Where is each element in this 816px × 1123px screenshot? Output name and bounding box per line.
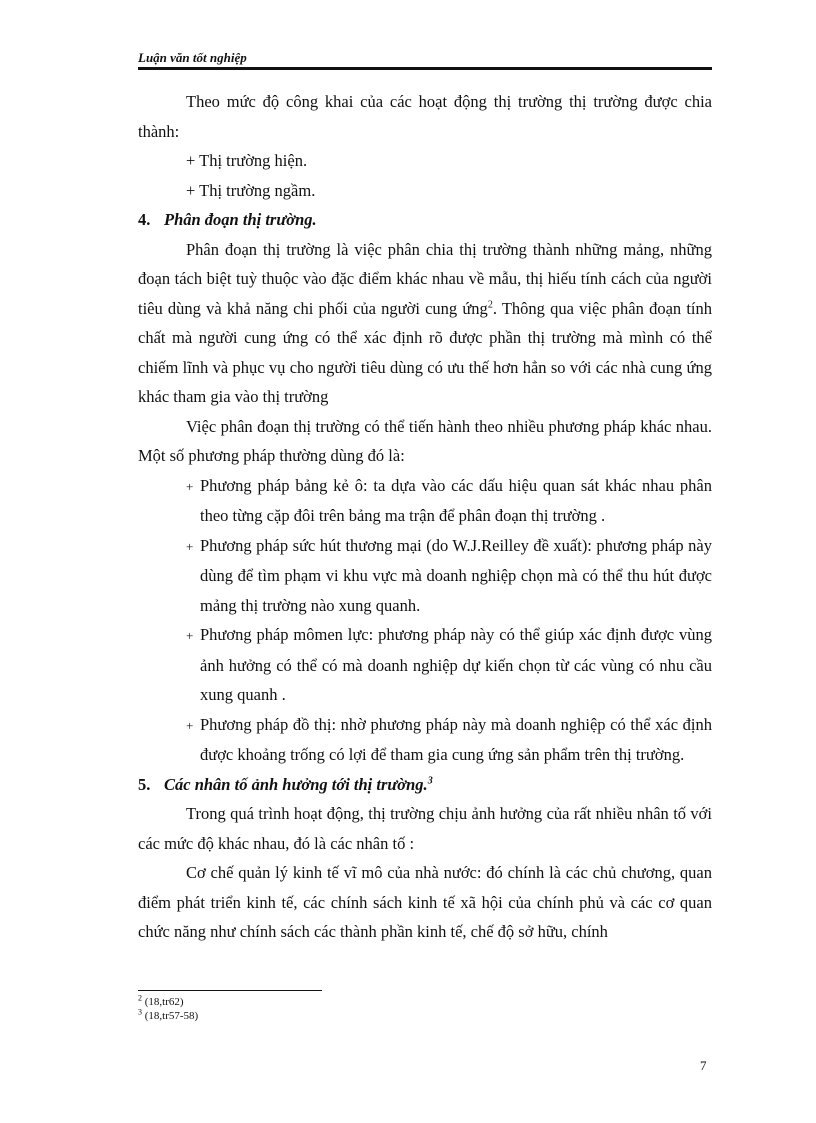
- footnote-rule: [138, 990, 322, 991]
- bullet-text: Phương pháp bảng kẻ ô: ta dựa vào các dấu hiệu quan sát khác nhau phân theo từng cặp đôi trên bảng ma trận để phân đoạn thị trường .: [200, 475, 712, 525]
- paragraph: Cơ chế quản lý kinh tế vĩ mô của nhà nước: đó chính là các chủ chương, quan điểm phát triển kinh tế, các chính sách kinh tế xã hội của chính phủ và các cơ quan chức năng như chính sách các thành phần kinh tế, chế độ sở hữu, chính: [138, 863, 712, 941]
- bullet-mark: +: [186, 717, 194, 733]
- bullet-mark: +: [186, 628, 194, 643]
- page-number: 7: [700, 1058, 707, 1073]
- list-item: + Thị trường hiện.: [186, 151, 308, 170]
- header-rule: [138, 67, 712, 70]
- footnote-marker: 3: [138, 1007, 142, 1017]
- section-heading-5: [138, 770, 712, 800]
- paragraph: [138, 235, 712, 412]
- footnotes: [138, 995, 198, 1023]
- footnote: [138, 1009, 198, 1023]
- bullet-item: [138, 710, 712, 770]
- paragraph-text: Phân đoạn thị trường là việc phân chia thị trường thành những mảng, những đoạn tách biệt tuỳ thuộc vào đặc điểm khác nhau về mẫu, thị hiếu tính cách của người tiêu dùng và khả năng chi phối của người cung ứng: [138, 239, 712, 318]
- bullet-mark: +: [186, 538, 194, 554]
- paragraph-text: . Thông qua việc phân đoạn tính chất mà người cung ứng có thể xác định rõ được phần thị trường mà mình có thể chiếm lĩnh và phục vụ cho người tiêu dùng có ưu thế hơn hẳn so với các nhà cung ứng khác tham gia vào thị trường: [138, 298, 712, 406]
- running-header: Luận văn tốt nghiệp: [138, 50, 247, 65]
- section-number: 4.: [138, 210, 151, 229]
- footnote: [138, 995, 198, 1009]
- footnote-marker: 2: [138, 993, 142, 1003]
- footnote-text: (18,tr57-58): [144, 1010, 199, 1022]
- paragraph: Trong quá trình hoạt động, thị trường chịu ảnh hưởng của rất nhiều nhân tố với các mức độ khác nhau, đó là các nhân tố :: [138, 804, 712, 853]
- bullet-item: [138, 531, 712, 621]
- bullet-item: [138, 471, 712, 531]
- section-heading-4: [138, 205, 712, 235]
- footnote-ref[interactable]: 3: [427, 775, 433, 786]
- bullet-text: Phương pháp sức hút thương mại (do W.J.Reilley đề xuất): phương pháp này dùng để tìm phạm vi khu vực mà doanh nghiệp chọn mà có thể thu hút được mảng thị trường nào xung quanh.: [200, 535, 712, 615]
- section-title: Các nhân tố ảnh hưởng tới thị trường.: [164, 774, 428, 794]
- list-item: + Thị trường ngầm.: [186, 180, 316, 200]
- footnote-ref[interactable]: 2: [487, 299, 493, 310]
- bullet-text: Phương pháp đồ thị: nhờ phương pháp này mà doanh nghiệp có thể xác định được khoảng trống có lợi để tham gia cung ứng sản phẩm trên thị trường.: [200, 714, 712, 764]
- section-number: 5.: [138, 774, 151, 794]
- bullet-mark: +: [186, 478, 194, 494]
- bullet-item: [138, 620, 712, 710]
- page-body: [138, 87, 712, 947]
- section-title: Phân đoạn thị trường.: [164, 210, 317, 229]
- footnote-text: (18,tr62): [144, 996, 184, 1008]
- bullet-text: Phương pháp mômen lực: phương pháp này có thể giúp xác định được vùng ảnh hưởng có thể có mà doanh nghiệp dự kiến chọn từ các vùng có nhu cầu xung quanh .: [200, 625, 712, 704]
- intro-paragraph: Theo mức độ công khai của các hoạt động thị trường thị trường được chia thành:: [138, 92, 712, 141]
- paragraph: Việc phân đoạn thị trường có thể tiến hành theo nhiều phương pháp khác nhau. Một số phương pháp thường dùng đó là:: [138, 416, 712, 465]
